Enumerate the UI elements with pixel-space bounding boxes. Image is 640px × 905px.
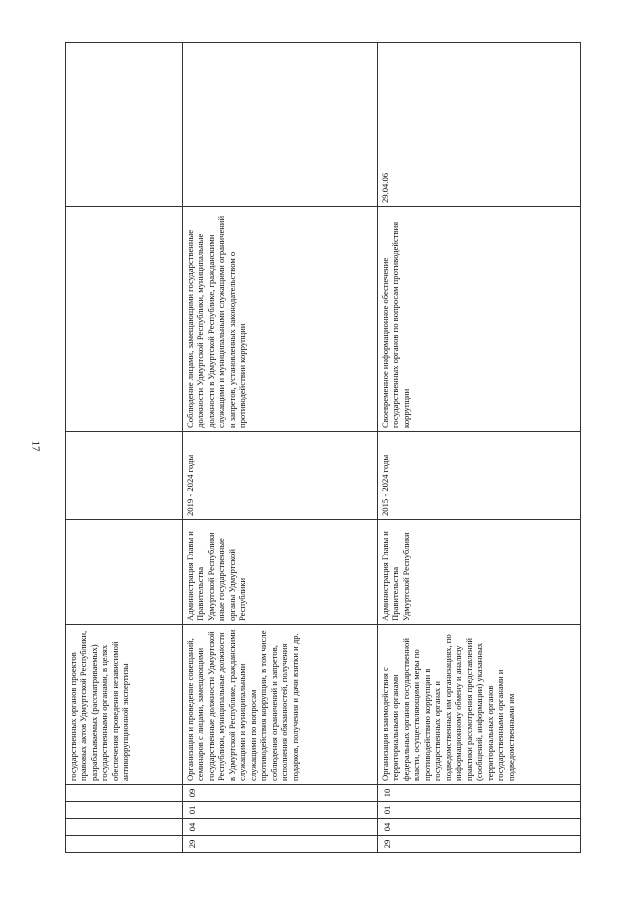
code-cell: 29	[378, 836, 581, 853]
activity-cell: государственных органов проектов правовых актов Удмуртской Республики, разрабатываемых (рассматриваемых) государственными органами, в целях обеспечения проведения независимой антикоррупционной экспертизы	[66, 625, 183, 785]
table-row	[183, 43, 378, 853]
code-cell: 09	[183, 785, 378, 802]
code-cell: 04	[378, 819, 581, 836]
result-cell	[66, 207, 183, 432]
period-cell: 2019 - 2024 годы	[183, 432, 378, 520]
code-cell: 01	[183, 802, 378, 819]
code-cell: 04	[183, 819, 378, 836]
table-row	[378, 43, 581, 853]
result-cell: Своевременное информационное обеспечение государственных органов по вопросам противодействия коррупции	[378, 207, 581, 432]
result-cell: Соблюдение лицами, замещающими государственные должности Удмуртской Республики, муниципальные должности в Удмуртской Республике, гражданскими служащими и муниципальными служащими ограничений и запретов, установленных законодательством о противодействии коррупции	[183, 207, 378, 432]
code-cell	[66, 802, 183, 819]
executor-cell: Администрация Главы и Правительства Удмуртской Республики иные государственные органы Удмуртской Республики	[183, 520, 378, 625]
rotated-table-container	[65, 43, 581, 853]
code-cell	[66, 785, 183, 802]
code-cell: 10	[378, 785, 581, 802]
activity-cell: Организация взаимодействия с территориальными органами федеральных органов государственной власти, осуществляющими меры по противодействию коррупции в государственных органах и подведомственных им организациях, по информационному обмену и анализу практики рассмотрения представлений (сообщений, информации) указанных территориальных органов государственными органами и подведомственными им	[378, 625, 581, 785]
period-cell: 2015 - 2024 годы	[378, 432, 581, 520]
code-cell: 01	[378, 802, 581, 819]
code-cell: 29	[183, 836, 378, 853]
code-cell	[66, 836, 183, 853]
indicator-cell	[183, 43, 378, 207]
code-cell	[66, 819, 183, 836]
indicator-cell: 29.04.06	[378, 43, 581, 207]
period-cell	[66, 432, 183, 520]
activity-cell: Организация и проведение совещаний, семинаров с лицами, замещающими государственные должности Удмуртской Республики, муниципальные должности в Удмуртской Республике, гражданскими служащими и муниципальными служащими по вопросам противодействия коррупции, в том числе соблюдения ограничений и запретов, исполнения обязанностей, получения подарков, получения и дачи взятки и др.	[183, 625, 378, 785]
table-row	[66, 43, 183, 853]
indicator-cell	[66, 43, 183, 207]
page-number: 17	[29, 440, 42, 452]
program-activities-table	[65, 42, 581, 853]
executor-cell	[66, 520, 183, 625]
executor-cell: Администрация Главы и Правительства Удмуртской Республики	[378, 520, 581, 625]
